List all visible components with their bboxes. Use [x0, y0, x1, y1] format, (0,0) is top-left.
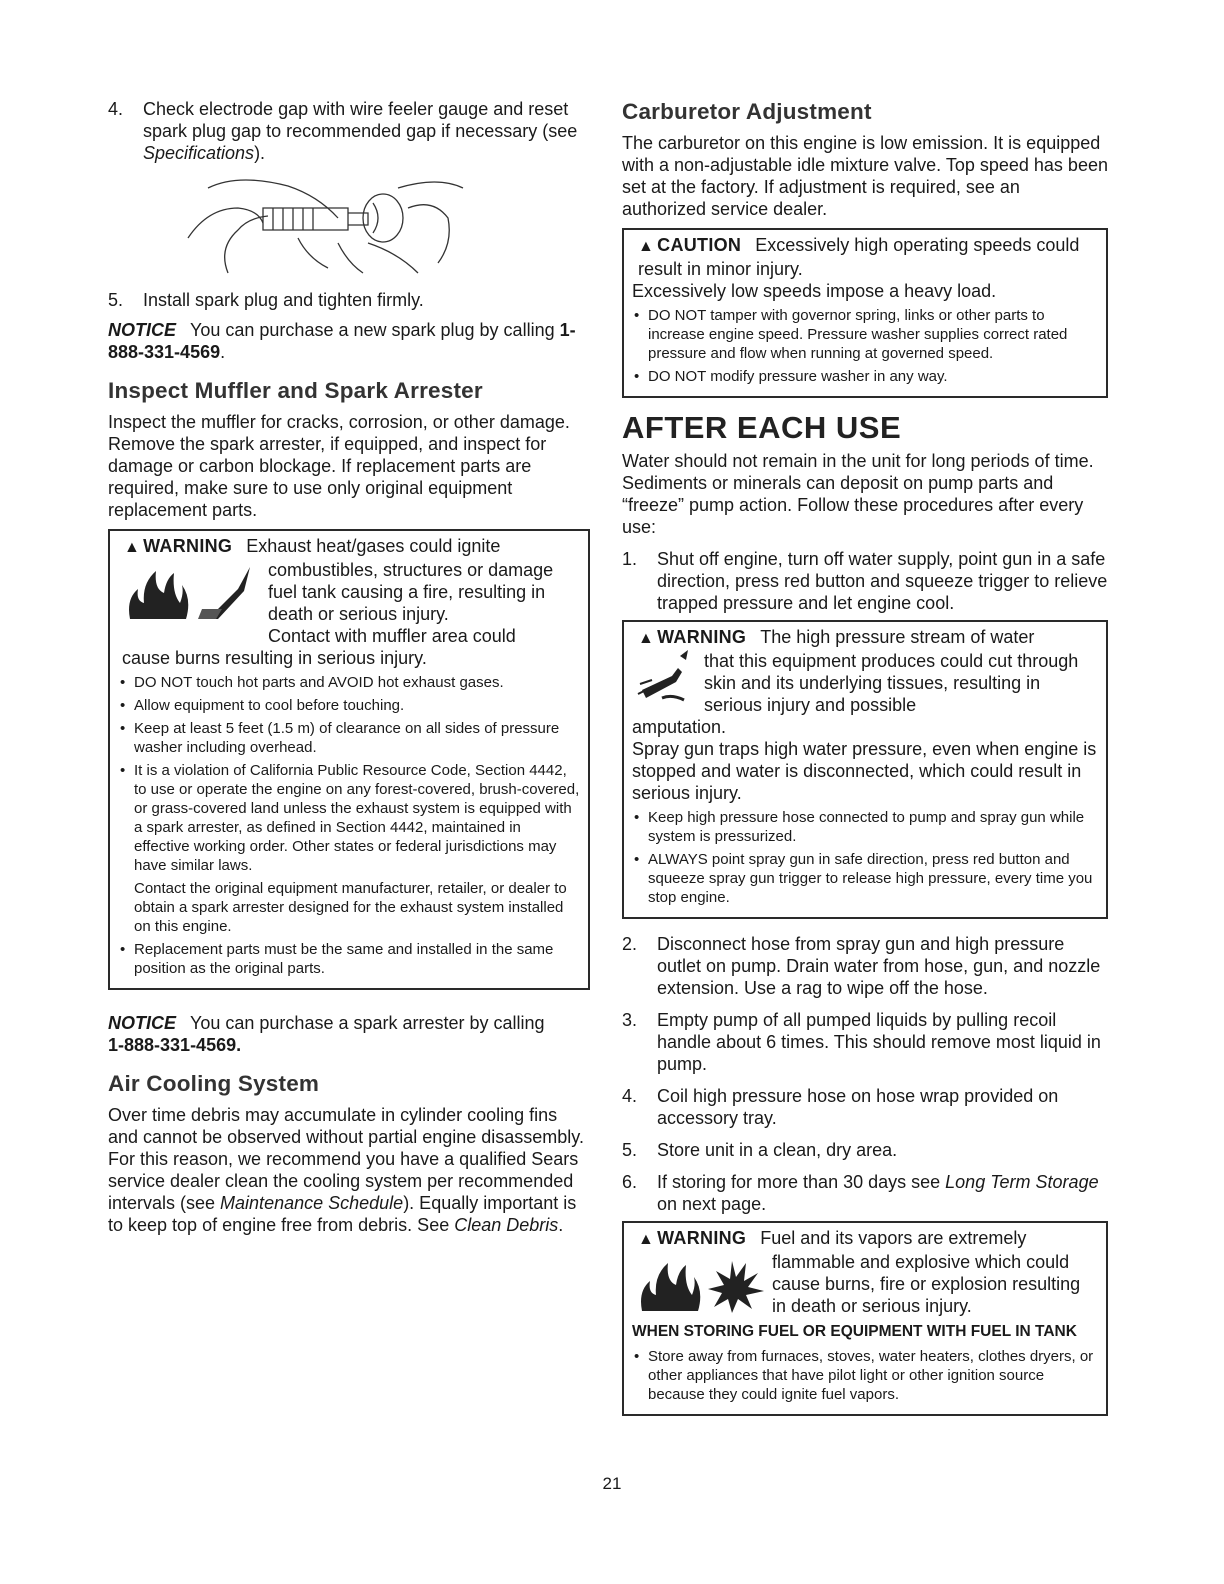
after-each-use-body: Water should not remain in the unit for long periods of time. Sediments or minerals can deposit on pump parts and “freeze” pump action. Follow these procedures after every use:	[622, 451, 1094, 537]
maintenance-schedule-reference: Maintenance Schedule	[220, 1193, 404, 1213]
muffler-body: Inspect the muffler for cracks, corrosion, or other damage. Remove the spark arrester, if equipped, and inspect for damage or carbon blockage. If replacement parts are required, make sure to use only original equipment replacement parts.	[108, 412, 570, 520]
warning-triangle-icon: ▲	[638, 238, 655, 255]
warning-exhaust-list	[118, 673, 580, 875]
warning-signal-word: ▲ WARNING	[638, 627, 746, 647]
list-item: • It is a violation of California Public Resource Code, Section 4442, to use or operate the engine on any forest-covered, brush-covered, or grass-covered land unless the exhaust system is equipped with a spark arrester, as defined in Section 4442, maintained in effective working order. Other states or federal jurisdictions may have similar laws.	[118, 761, 580, 875]
storing-fuel-heading: WHEN STORING FUEL OR EQUIPMENT WITH FUEL IN TANK	[632, 1323, 1077, 1340]
list-item: • Keep high pressure hose connected to pump and spray gun while system is pressurized.	[632, 808, 1098, 846]
notice-spark-arrester: NOTICE You can purchase a spark arrester by calling 1-888-331-4569.	[108, 1013, 545, 1055]
muffler-heading: Inspect Muffler and Spark Arrester	[108, 378, 483, 403]
phone-number: 1-888-331-4569	[108, 320, 576, 362]
fire-and-explosion-icon	[632, 1251, 772, 1315]
caution-signal-word: ▲ CAUTION	[638, 235, 741, 255]
long-term-storage-reference: Long Term Storage	[945, 1172, 1099, 1192]
step-6: 6. If storing for more than 30 days see Long Term Storage on next page.	[622, 1172, 1099, 1214]
step-text: Coil high pressure hose on hose wrap provided on accessory tray.	[657, 1086, 1059, 1128]
list-item: • Allow equipment to cool before touching.	[118, 696, 580, 715]
caution-list	[632, 306, 1098, 386]
warning-signal-word: ▲ WARNING	[638, 1228, 746, 1248]
list-item: • Replacement parts must be the same and installed in the same position as the original parts.	[118, 940, 580, 978]
clean-debris-reference: Clean Debris	[454, 1215, 559, 1235]
hands-feeler-gauge-icon	[168, 168, 468, 278]
step-text: Shut off engine, turn off water supply, point gun in a safe direction, press red button and squeeze trigger to relieve trapped pressure and let engine cool.	[657, 549, 1108, 613]
fire-and-fuel-tank-icon	[118, 559, 268, 625]
list-item: • ALWAYS point spray gun in safe direction, press red button and squeeze spray gun trigger to release high pressure, every time you stop engine.	[632, 850, 1098, 907]
warning-signal-word: ▲ WARNING	[124, 536, 232, 556]
step-text: Disconnect hose from spray gun and high pressure outlet on pump. Drain water from hose, gun, and nozzle extension. Use a rag to wipe off the hose.	[657, 934, 1101, 998]
step-number: 5.	[108, 290, 124, 310]
contact-paragraph: Contact the original equipment manufacturer, retailer, or dealer to obtain a spark arrester designed for the exhaust system installed on this engine.	[134, 880, 567, 935]
list-item: • Keep at least 5 feet (1.5 m) of clearance on all sides of pressure washer including overhead.	[118, 719, 580, 757]
step-number: 6.	[622, 1172, 638, 1192]
list-item: • Store away from furnaces, stoves, water heaters, clothes dryers, or other appliances that have pilot light or other ignition source because they could ignite fuel vapors.	[632, 1347, 1098, 1404]
step-3	[622, 1009, 1108, 1075]
step-4	[622, 1085, 1108, 1129]
air-cooling-heading: Air Cooling System	[108, 1071, 320, 1096]
left-column	[108, 98, 590, 1236]
warning-fuel-list	[632, 1347, 1098, 1404]
after-each-use-heading: AFTER EACH USE	[622, 410, 902, 445]
list-item: • DO NOT touch hot parts and AVOID hot exhaust gases.	[118, 673, 580, 692]
step-text: Install spark plug and tighten firmly.	[143, 290, 424, 310]
step-number: 5.	[622, 1140, 638, 1160]
step-text: Store unit in a clean, dry area.	[657, 1140, 898, 1160]
warning-box-fuel: ▲ WARNING Fuel and its vapors are extremely flammable and explosive which could cause burns, fire or explosion resulting in death or serious injury. WHEN STORING FUEL OR EQUIPMENT WITH FUEL IN TANK • Store away from furnaces, stoves, water heaters, clothes dryers, or other appliances that have pilot light or other ignition source because they could ignite fuel vapors.	[622, 1221, 1108, 1416]
step-text: Empty pump of all pumped liquids by pulling recoil handle about 6 times. This should remove most liquid in pump.	[657, 1010, 1101, 1074]
notice-spark-plug: NOTICE You can purchase a new spark plug by calling 1-888-331-4569.	[108, 320, 576, 362]
warning-box-exhaust: ▲ WARNING Exhaust heat/gases could ignite combustibles, structures or damage fuel tank causing a fire, resulting in death or serious injury. Contact with muffler area could cause burns resulting in serious injury. • DO NOT touch hot parts and AVOID hot exhaust gases. • Allow equipment to cool before touching. • Keep at least 5 feet (1.5 m) of clearance on all sides of pressure washer including overhead. • It is a violation of California Public Resource Code, Section 4442, to use or operate the engine on any forest-covered, brush-covered, or grass-covered land unless the exhaust system is equipped with a spark arrester, as defined in Section 4442, maintained in effective working order. Other states or federal jurisdictions may have similar laws. Contact the original equipment manufacturer, retailer, or dealer to obtain a spark arrester designed for the exhaust system installed on this engine. • Replacement parts must be the same and installed in the same position as the original parts.	[108, 529, 590, 990]
warning-triangle-icon: ▲	[124, 539, 141, 556]
list-item: • DO NOT modify pressure washer in any way.	[632, 367, 1098, 386]
step-1-shut-off	[622, 548, 1108, 614]
carburetor-body: The carburetor on this engine is low emission. It is equipped with a non-adjustable idle mixture valve. Top speed has been set at the factory. If adjustment is required, see an authorized service dealer.	[622, 133, 1108, 219]
warning-pressure-list	[632, 808, 1098, 907]
step-number: 4.	[108, 99, 124, 119]
step-number: 3.	[622, 1010, 638, 1030]
warning-triangle-icon: ▲	[638, 630, 655, 647]
right-column	[622, 98, 1108, 1416]
carburetor-heading: Carburetor Adjustment	[622, 99, 872, 124]
step-number: 4.	[622, 1086, 638, 1106]
page-number: 21	[602, 1474, 622, 1493]
high-pressure-spray-hand-icon	[632, 650, 704, 710]
step-5-install-plug	[108, 289, 590, 311]
step-number: 1.	[622, 549, 638, 569]
step-2	[622, 933, 1108, 999]
specifications-reference: Specifications	[143, 143, 255, 163]
step-4-check-gap: 4. Check electrode gap with wire feeler gauge and reset spark plug gap to recommended gap if necessary (see Specifications).	[108, 99, 578, 163]
spark-plug-gap-illustration	[168, 168, 590, 283]
phone-number: 1-888-331-4569.	[108, 1035, 242, 1055]
caution-box-speeds: ▲ CAUTION Excessively high operating speeds could result in minor injury. Excessively low speeds impose a heavy load. • DO NOT tamper with governor spring, links or other parts to increase engine speed. Pressure washer supplies correct rated pressure and flow when running at governed speed. • DO NOT modify pressure washer in any way.	[622, 228, 1108, 398]
warning-box-high-pressure: ▲ WARNING The high pressure stream of water that this equipment produces could cut through skin and its underlying tissues, resulting in serious injury and possible amputation. Spray gun traps high water pressure, even when engine is stopped and water is disconnected, which could result in serious injury. • Keep high pressure hose connected to pump and spray gun while system is pressurized. • ALWAYS point spray gun in safe direction, press red button and squeeze spray gun trigger to release high pressure, every time you stop engine.	[622, 620, 1108, 919]
step-text: Check electrode gap with wire feeler gauge and reset spark plug gap to recommended gap if necessary (see	[143, 99, 578, 141]
air-cooling-body: Over time debris may accumulate in cylinder cooling fins and cannot be observed without partial engine disassembly. For this reason, we recommend you have a qualified Sears service dealer clean the cooling system per recommended intervals (see Maintenance Schedule). Equally important is to keep top of engine free from debris. See Clean Debris.	[108, 1105, 584, 1235]
step-5	[622, 1139, 1108, 1161]
step-number: 2.	[622, 934, 638, 954]
list-item: • DO NOT tamper with governor spring, links or other parts to increase engine speed. Pressure washer supplies correct rated pressure and flow when running at governed speed.	[632, 306, 1098, 363]
warning-triangle-icon: ▲	[638, 1231, 655, 1248]
